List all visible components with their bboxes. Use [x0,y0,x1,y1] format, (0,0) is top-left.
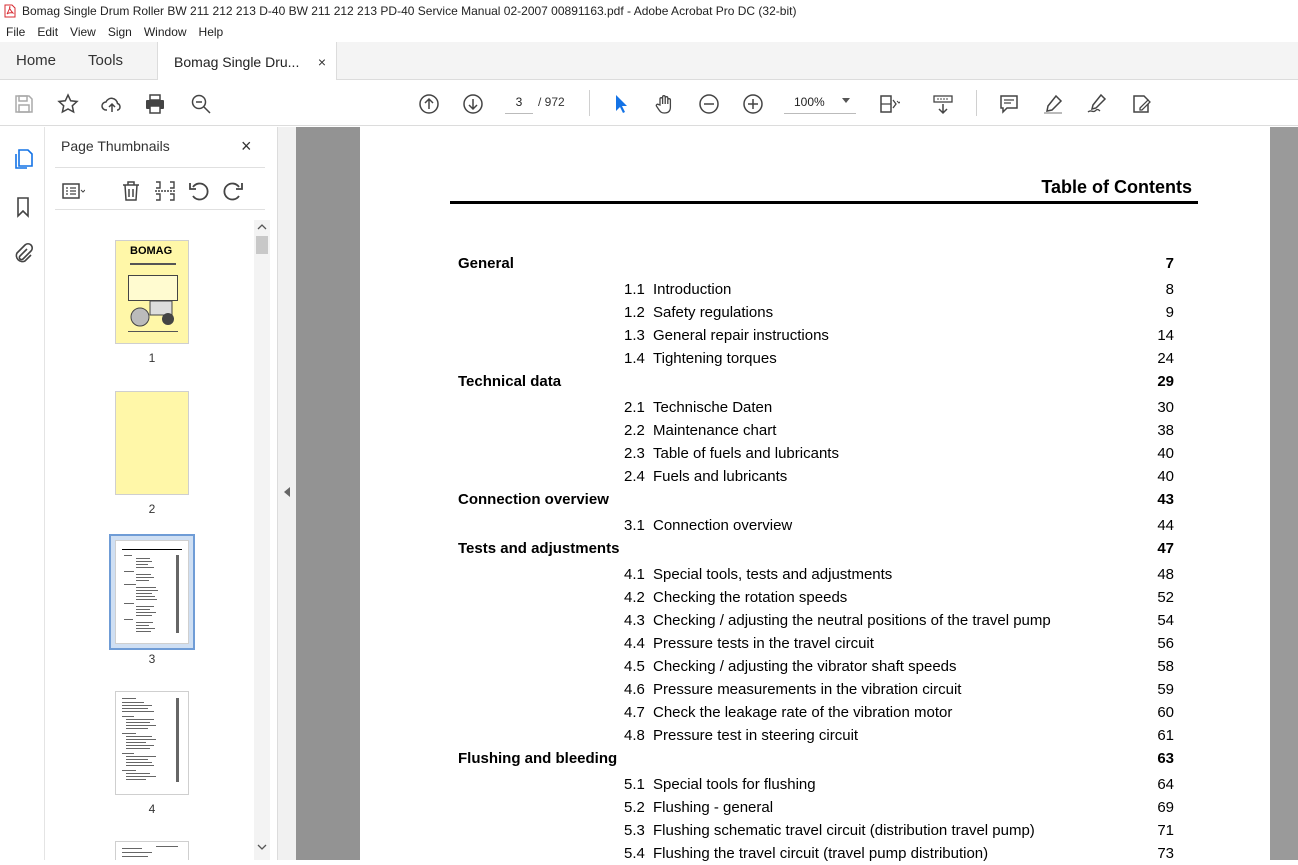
bookmark-icon[interactable] [11,195,35,219]
panel-divider-2 [55,209,265,210]
toc-entry-page[interactable]: 73 [1157,845,1174,862]
toc-entry-page[interactable]: 9 [1165,304,1174,321]
toc-entry[interactable] [624,635,874,652]
toc-entry-title: Flushing schematic travel circuit (distribution travel pump) [653,822,1035,839]
toc-entry[interactable] [624,350,777,367]
toc-entry-title: Flushing - general [653,799,774,816]
toc-entry[interactable] [624,281,731,298]
partial-thumbnail-preview [116,842,188,860]
toc-entry[interactable] [624,612,1051,629]
menu-edit[interactable]: Edit [37,25,59,39]
tab-document[interactable] [157,42,337,81]
toc-section-title[interactable]: General [458,255,514,272]
zoom-search-icon[interactable] [189,92,213,116]
toc-entry[interactable] [624,822,1035,839]
thumbnail-page-1[interactable] [115,240,189,344]
viewer-scrollbar[interactable] [1270,127,1298,860]
rotate-clockwise-icon[interactable] [221,179,245,203]
star-icon[interactable] [56,92,80,116]
previous-page-icon[interactable] [417,92,441,116]
toc-section-page[interactable]: 47 [1157,540,1174,557]
navigation-rail [0,127,45,860]
acrobat-icon [4,4,16,18]
toc-entry-title: Safety regulations [653,304,774,321]
toc-entry-number: 2.1 [624,399,645,416]
toc-entry[interactable] [624,445,839,462]
toc-entry-title: Checking / adjusting the vibrator shaft speeds [653,658,957,675]
toc-entry-page[interactable]: 30 [1157,399,1174,416]
bomag-logo: BOMAG [130,245,173,257]
toc-entry-number: 4.1 [624,566,645,583]
toc-section-title[interactable]: Connection overview [458,491,609,508]
extract-page-icon[interactable] [153,179,177,203]
tab-bar [0,42,1298,80]
toc-entry-page[interactable]: 59 [1157,681,1174,698]
toc-entry-page[interactable]: 71 [1157,822,1174,839]
save-icon[interactable] [12,92,36,116]
page-total: / 972 [538,95,565,109]
upload-cloud-icon[interactable] [100,92,124,116]
page-number-input[interactable]: 3 [505,90,533,114]
menu-bar [0,22,1298,42]
print-icon[interactable] [143,92,167,116]
toc-entry[interactable] [624,422,776,439]
toc-entry-number: 2.4 [624,468,645,485]
chevron-down-icon[interactable] [257,843,267,851]
toc-entry[interactable] [624,327,829,344]
toc-section-page[interactable]: 29 [1157,373,1174,390]
thumbnail-scrollbar[interactable] [254,220,270,860]
toc-entry[interactable] [624,589,847,606]
scrollbar-thumb[interactable] [256,236,268,254]
toc-entry[interactable] [624,468,787,485]
zoom-level-value: 100% [794,94,825,109]
toc-entry[interactable] [624,681,961,698]
panel-splitter[interactable] [277,127,296,860]
toc-entry-page[interactable]: 40 [1157,445,1174,462]
toc-entry-number: 4.2 [624,589,645,606]
title-rule [450,201,1198,204]
panel-title: Page Thumbnails [61,138,170,154]
toc-entry-title: Introduction [653,281,732,298]
close-tab-icon[interactable]: × [317,53,327,70]
toc-entry-page[interactable]: 38 [1157,422,1174,439]
toc-entry-page[interactable]: 44 [1157,517,1174,534]
toc-entry-title: Check the leakage rate of the vibration motor [653,704,953,721]
toc-entry-page[interactable]: 24 [1157,350,1174,367]
text-thumbnail-preview [116,692,188,794]
toc-entry-title: Fuels and lubricants [653,468,788,485]
toc-entry-number: 5.2 [624,799,645,816]
toc-section-page[interactable]: 43 [1157,491,1174,508]
thumbnail-label: 4 [148,802,156,816]
toc-entry[interactable] [624,304,773,321]
toc-entry-page[interactable]: 69 [1157,799,1174,816]
toc-entry-number: 2.2 [624,422,645,439]
toc-entry[interactable] [624,776,816,793]
comment-icon[interactable] [997,92,1021,116]
fit-page-icon[interactable] [877,92,901,116]
thumb-line [130,263,176,265]
thumbnail-tools [61,179,261,205]
toc-entry-page[interactable]: 64 [1157,776,1174,793]
fill-sign-icon[interactable] [1129,92,1153,116]
delete-page-icon[interactable] [119,179,143,203]
toc-thumbnail-preview [116,541,188,643]
document-page [360,127,1270,860]
toc-entry-number: 4.5 [624,658,645,675]
toc-entry-title: Pressure tests in the travel circuit [653,635,874,652]
draw-sign-icon[interactable] [1085,92,1109,116]
thumbnail-page-2[interactable] [115,391,189,495]
tab-home[interactable]: Home [16,52,57,69]
toc-entry-number: 2.3 [624,445,645,462]
select-cursor-icon[interactable] [609,92,633,116]
toc-entry-page[interactable]: 61 [1157,727,1174,744]
toc-entry-title: Pressure measurements in the vibration circuit [653,681,962,698]
toc-section-title[interactable]: Technical data [458,373,562,390]
toc-entry-title: General repair instructions [653,327,829,344]
toc-entry[interactable] [624,845,988,862]
attachment-icon[interactable] [11,241,35,265]
toc-entry-number: 4.6 [624,681,645,698]
toc-entry-number: 1.2 [624,304,645,321]
toc-entry-title: Technische Daten [653,399,773,416]
toolbar-divider [589,90,590,116]
toc-entry-number: 4.4 [624,635,645,652]
collapse-arrow-icon[interactable] [284,487,290,497]
chevron-up-icon[interactable] [257,223,267,231]
toc-entry-title: Checking / adjusting the neutral positions of the travel pump [653,612,1051,629]
toc-entry-number: 3.1 [624,517,645,534]
toc-entry-number: 5.4 [624,845,645,862]
zoom-level-select[interactable] [784,90,856,114]
toc-entry-number: 5.1 [624,776,645,793]
thumbnail-label: 2 [148,502,156,516]
toc-entry-title: Maintenance chart [653,422,777,439]
tab-document-label: Bomag Single Dru... [174,53,300,70]
toc-entry[interactable] [624,566,892,583]
toc-entry[interactable] [624,517,792,534]
next-page-icon[interactable] [461,92,485,116]
toc-entry-page[interactable]: 60 [1157,704,1174,721]
toc-section-title[interactable]: Flushing and bleeding [458,750,618,767]
rotate-counterclockwise-icon[interactable] [187,179,211,203]
menu-window[interactable]: Window [143,25,187,39]
zoom-in-icon[interactable] [741,92,765,116]
toc-entry-title: Flushing the travel circuit (travel pump distribution) [653,845,989,862]
toc-section-page[interactable]: 7 [1165,255,1174,272]
toc-entry[interactable] [624,799,773,816]
toc-entry-page[interactable]: 52 [1157,589,1174,606]
toc-entry-page[interactable]: 54 [1157,612,1174,629]
thumbnail-page-3[interactable] [115,540,189,644]
thumbnail-page-4[interactable] [115,691,189,795]
thumbnail-label: 1 [148,351,156,365]
zoom-out-icon[interactable] [697,92,721,116]
close-panel-icon[interactable]: × [241,136,252,156]
menu-sign[interactable]: Sign [107,25,132,39]
toc-entry-title: Checking the rotation speeds [653,589,848,606]
toc-entry-page[interactable]: 40 [1157,468,1174,485]
toc-entry-page[interactable]: 48 [1157,566,1174,583]
document-viewer[interactable] [296,127,1298,860]
toc-entry[interactable] [624,704,952,721]
menu-view[interactable]: View [70,25,96,39]
toc-entry-number: 5.3 [624,822,645,839]
toc-entry-title: Special tools, tests and adjustments [653,566,893,583]
thumb-line [128,331,178,332]
title-bar [0,0,1298,22]
toc-entry-page[interactable]: 8 [1165,281,1174,298]
menu-file[interactable]: File [6,25,26,39]
chevron-down-icon [842,98,850,103]
toc-entry[interactable] [624,727,858,744]
toolbar-divider-2 [976,90,977,116]
toc-entry-title: Connection overview [653,517,793,534]
page-thumbnails-panel [45,127,277,860]
toc-entry-page[interactable]: 56 [1157,635,1174,652]
window-title: Bomag Single Drum Roller BW 211 212 213 D-40 BW 211 212 213 PD-40 Service Manual 02-2007 00891163.pdf - Adobe Acrobat Pro DC (32-bit) [22,4,797,18]
highlight-pen-icon[interactable] [1041,92,1065,116]
thumbnail-options-icon[interactable] [61,179,85,203]
toc-entry-title: Table of fuels and lubricants [653,445,839,462]
toc-entry-number: 1.4 [624,350,645,367]
toc-entry-title: Pressure test in steering circuit [653,727,859,744]
hand-tool-icon[interactable] [653,92,677,116]
roller-image-icon [126,291,182,327]
scroll-mode-icon[interactable] [931,92,955,116]
thumbnail-label: 3 [148,652,156,666]
toc-entry-number: 4.8 [624,727,645,744]
menu-help[interactable]: Help [198,25,224,39]
toc-entry-page[interactable]: 58 [1157,658,1174,675]
toc-entry-title: Special tools for flushing [653,776,816,793]
toc-entry-number: 1.3 [624,327,645,344]
toc-entry-number: 4.3 [624,612,645,629]
toc-entry[interactable] [624,658,957,675]
toc-section-page[interactable]: 63 [1157,750,1174,767]
tab-tools[interactable]: Tools [88,52,124,69]
page-thumbnails-icon[interactable] [11,147,35,171]
toc-entry-page[interactable]: 14 [1157,327,1174,344]
page-title: Table of Contents [1041,177,1192,197]
toc-section-title[interactable]: Tests and adjustments [458,540,620,557]
toc-entry[interactable] [624,399,772,416]
thumbnail-page-5[interactable] [115,841,189,860]
toc-entry-number: 1.1 [624,281,645,298]
toc-entry-number: 4.7 [624,704,645,721]
panel-divider [55,167,265,168]
toc-entry-title: Tightening torques [653,350,777,367]
